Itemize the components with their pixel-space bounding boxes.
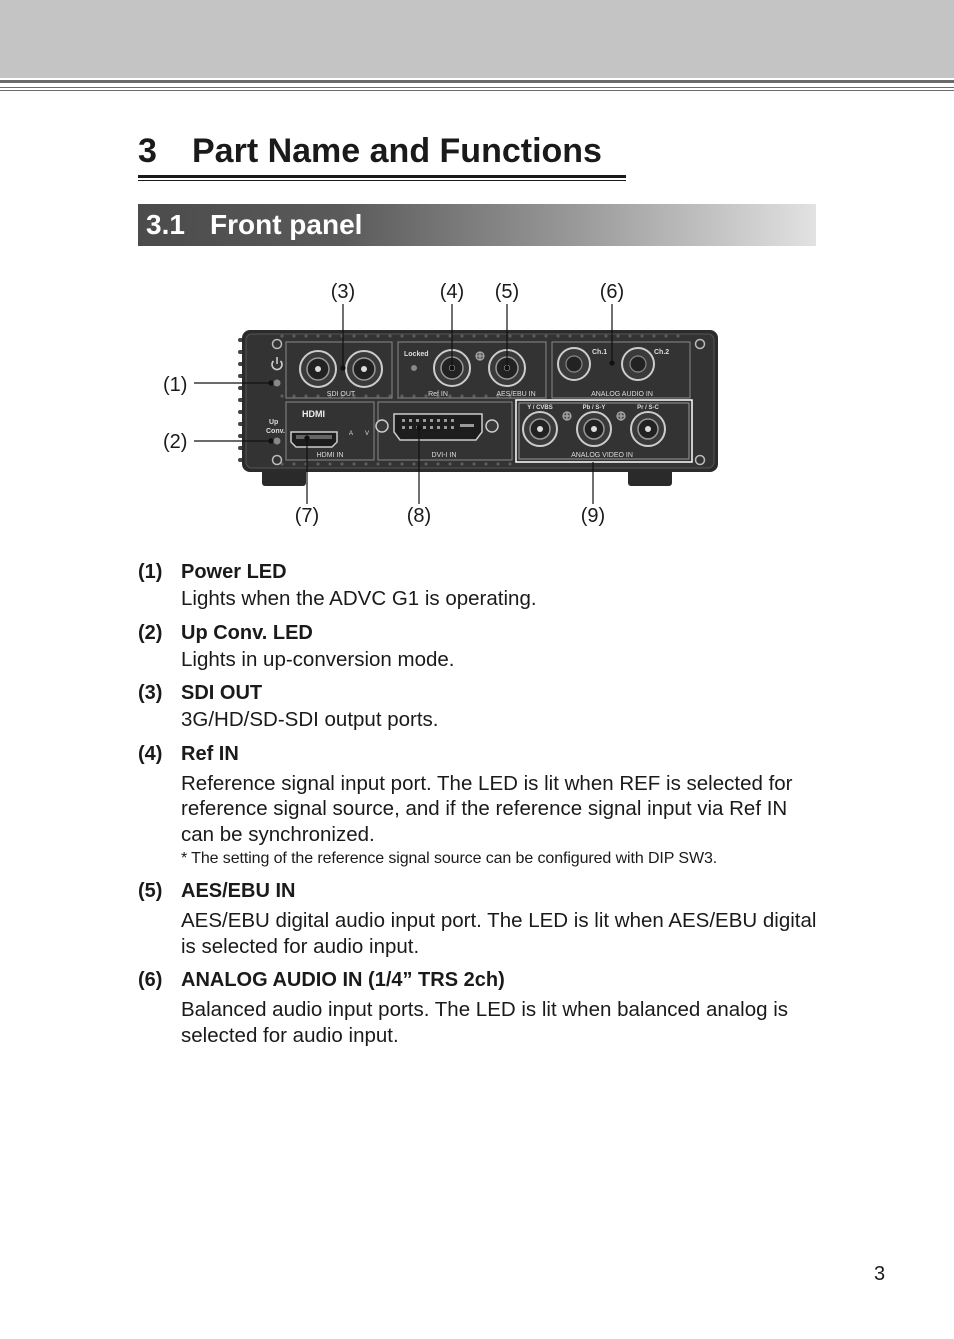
part-item-number: (6): [138, 969, 163, 991]
pr-sc-label: Pr / S-C: [637, 405, 659, 411]
part-item-title: ANALOG AUDIO IN (1/4” TRS 2ch): [181, 969, 505, 991]
sdi-out-label: SDI OUT: [326, 391, 356, 398]
header-rule: [0, 80, 954, 83]
part-item-heading: [138, 679, 818, 707]
sdi-out-connector: [300, 351, 336, 387]
hdmi-in-label: HDMI IN: [316, 452, 344, 459]
callout-8: (8): [406, 505, 432, 527]
part-item-sdi-out: [138, 679, 818, 733]
part-item-heading: [138, 877, 818, 905]
part-item-ref-in: [138, 740, 818, 871]
upconv-label-conv: Conv.: [266, 428, 285, 435]
chapter-underline: [138, 175, 626, 178]
analog-audio-jack: [622, 348, 654, 380]
power-led: [274, 380, 281, 387]
analog-audio-in-label: ANALOG AUDIO IN: [591, 391, 653, 398]
part-item-analog-audio-in: [138, 966, 818, 1048]
sdi-out-connector: [346, 351, 382, 387]
analog-audio-jack: [558, 348, 590, 380]
section-heading: [146, 209, 362, 241]
part-item-heading: [138, 619, 818, 647]
part-item-description: Balanced audio input ports. The LED is lit when balanced analog is selected for audio input.: [181, 998, 789, 1047]
part-item-title: AES/EBU IN: [181, 880, 296, 902]
dvi-in-label: DVI-I IN: [431, 452, 457, 459]
hdmi-logo: HDMI: [302, 409, 325, 419]
dvi-screw-icon: [376, 420, 388, 432]
header-rule-thin: [0, 87, 954, 88]
part-item-description: Lights in up-conversion mode.: [181, 647, 455, 671]
callout-1: (1): [163, 374, 188, 396]
upconv-label-up: Up: [269, 419, 279, 426]
part-item-upconv-led: [138, 619, 818, 673]
analog-video-connector: [523, 412, 557, 446]
part-list: [138, 558, 818, 1055]
ref-in-label: Ref IN: [428, 391, 448, 398]
chapter-underline-thin: [138, 180, 626, 181]
upconv-led: [274, 438, 281, 445]
part-item-heading: [138, 966, 818, 994]
part-item-heading: [138, 740, 818, 768]
hdmi-v-label: V: [365, 431, 370, 437]
ref-led: [411, 365, 417, 371]
chapter-heading: [138, 132, 602, 171]
part-item-number: (2): [138, 621, 163, 644]
callout-4: (4): [439, 281, 465, 303]
section-number: 3.1: [146, 209, 185, 240]
aes-ebu-in-label: AES/EBU IN: [496, 391, 536, 398]
header-rule-thin: [0, 90, 954, 91]
locked-label: Locked: [404, 351, 429, 358]
part-item-title: Ref IN: [181, 742, 239, 765]
part-item-title: Power LED: [181, 561, 287, 583]
aes-led-icon: [476, 352, 484, 360]
part-item-title: Up Conv. LED: [181, 621, 313, 644]
dvi-screw-icon: [486, 420, 498, 432]
part-item-description: Lights when the ADVC G1 is operating.: [181, 587, 537, 610]
analog-video-in-label: ANALOG VIDEO IN: [571, 452, 633, 459]
part-item-aes-ebu-in: [138, 877, 818, 959]
part-item-heading: [138, 558, 818, 586]
analog-video-connector: [577, 412, 611, 446]
ch2-label: Ch.2: [654, 349, 670, 356]
ch1-label: Ch.1: [592, 349, 608, 356]
header-band: [0, 0, 954, 78]
callout-9: (9): [580, 505, 606, 527]
front-panel-figure: [150, 272, 740, 534]
part-item-number: (1): [138, 561, 163, 583]
part-item-description: AES/EBU digital audio input port. The LED is lit when AES/EBU digital is selected for audio input.: [181, 909, 817, 958]
callout-6: (6): [599, 281, 625, 303]
callout-3: (3): [330, 281, 356, 303]
part-item-power-led: [138, 558, 818, 612]
part-item-title: SDI OUT: [181, 682, 263, 704]
analog-video-connector: [631, 412, 665, 446]
dvi-in-port: [394, 414, 482, 440]
part-item-number: (5): [138, 880, 163, 902]
hdmi-a-label: A: [349, 431, 354, 437]
callout-2: (2): [163, 431, 188, 453]
pb-sy-label: Pb / S-Y: [582, 405, 606, 411]
page-number: 3: [874, 1263, 886, 1285]
chapter-number: 3: [138, 132, 157, 170]
callout-5: (5): [494, 281, 520, 303]
y-cvbs-label: Y / CVBS: [527, 405, 553, 411]
callout-7: (7): [294, 505, 320, 527]
part-item-number: (4): [138, 742, 163, 765]
part-item-description: 3G/HD/SD-SDI output ports.: [181, 708, 439, 731]
chapter-title: Part Name and Functions: [192, 132, 602, 170]
hdmi-in-port: [291, 432, 337, 447]
section-title: Front panel: [210, 209, 363, 240]
part-item-description: Reference signal input port. The LED is lit when REF is selected for reference signal source, and if the reference signal input via Ref IN can be synchronized.: [181, 771, 793, 846]
part-item-note: * The setting of the reference signal source can be configured with DIP SW3.: [181, 850, 718, 867]
part-item-number: (3): [138, 682, 163, 704]
